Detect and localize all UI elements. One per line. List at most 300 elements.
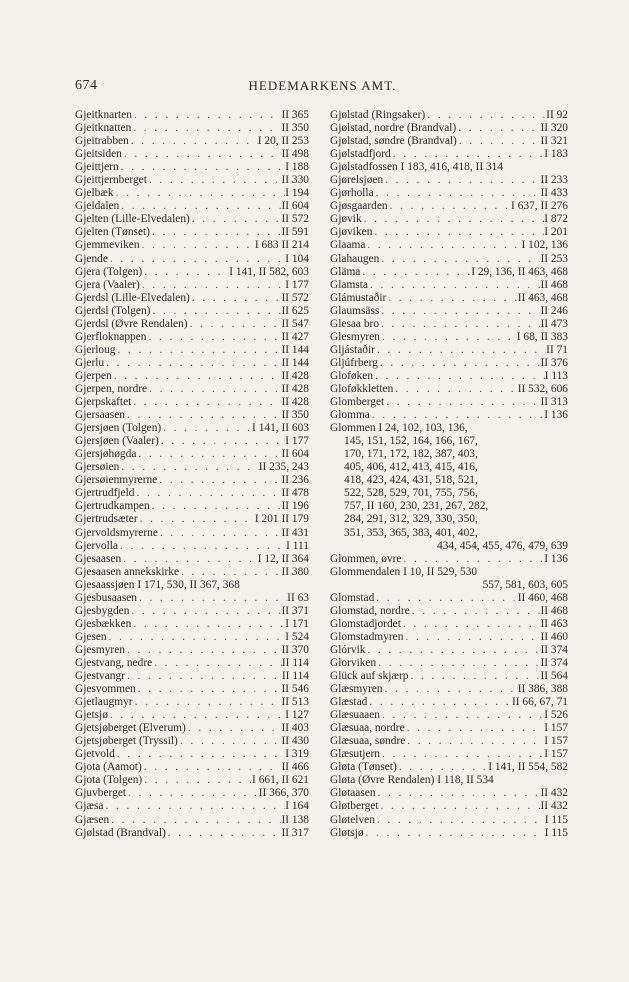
entry-continuation: 145, 151, 152, 164, 166, 167, — [344, 435, 478, 448]
entry-reference: I 136 — [544, 409, 568, 422]
index-entry — [75, 357, 309, 370]
leader-dots — [119, 161, 286, 174]
page-number: 674 — [75, 78, 98, 93]
leader-dots — [391, 148, 545, 161]
entry-name: Gläma — [330, 265, 361, 278]
index-entry — [75, 709, 309, 722]
entry-reference: I 524 — [285, 630, 309, 643]
index-entry — [330, 605, 568, 618]
leader-dots — [129, 605, 281, 618]
index-entry — [330, 279, 568, 292]
entry-reference: I 68, II 383 — [516, 330, 568, 343]
entry-name: Gjersjøhøgda — [75, 448, 137, 461]
entry-reference: II 235, 243 — [258, 461, 309, 474]
index-entry — [75, 435, 309, 448]
leader-dots — [131, 122, 281, 135]
entry-reference: II 66, 67, 71 — [512, 696, 568, 709]
entry-name: Gjemmeviken — [75, 239, 140, 252]
entry-reference: I 127 — [285, 709, 309, 722]
entry-name: Gjende — [75, 252, 108, 265]
entry-name: Gjersøienmyrerne — [75, 474, 158, 487]
leader-dots — [190, 292, 282, 305]
index-entry — [330, 266, 568, 279]
index-entry — [75, 513, 309, 526]
entry-name: Gjestvangr — [75, 670, 125, 683]
leader-dots — [159, 435, 285, 448]
entry-name: Glomberget — [330, 396, 385, 409]
leader-dots — [129, 135, 258, 148]
index-entry — [330, 566, 568, 579]
entry-reference: II 432 — [540, 800, 568, 813]
entry-name: Gjeldalen — [75, 200, 120, 213]
entry-name: Gjesbusaasen — [75, 591, 137, 604]
index-entry — [330, 631, 568, 644]
entry-name: Gjølstad, nordre (Brandval) — [330, 122, 457, 135]
entry-name: Glorviken — [330, 656, 377, 669]
entry-name: Gjerdsl (Lille-Elvedalen) — [75, 291, 190, 304]
index-entry — [330, 122, 568, 135]
entry-reference: II 513 — [281, 696, 309, 709]
index-entry — [330, 148, 568, 161]
index-entry — [330, 226, 568, 239]
entry-reference: I 177 — [285, 435, 309, 448]
entry-name: Gjetlaugmyr — [75, 696, 133, 709]
leader-dots — [379, 305, 540, 318]
leader-dots — [134, 487, 281, 500]
entry-name: Gjølstad, søndre (Brandval) — [330, 135, 457, 148]
entry-reference: I 102, 136 — [521, 239, 568, 252]
index-entry — [330, 696, 568, 709]
entry-name: Gjølstad (Brandval) — [75, 826, 166, 839]
index-entry — [330, 135, 568, 148]
leader-dots — [125, 670, 282, 683]
leader-dots — [147, 174, 282, 187]
entry-name: Gløtberget — [330, 800, 379, 813]
index-entry — [330, 344, 568, 357]
leader-dots — [132, 109, 282, 122]
entry-continuation: 434, 454, 455, 476, 479, 639 — [437, 539, 568, 552]
index-entry — [75, 370, 309, 383]
leader-dots — [388, 200, 511, 213]
entry-reference: I 319 — [285, 748, 309, 761]
leader-dots — [142, 266, 229, 279]
leader-dots — [401, 618, 541, 631]
entry-reference: II 138 — [281, 813, 309, 826]
entry-name: Gjesbækken — [75, 617, 132, 630]
index-entry — [75, 109, 309, 122]
index-entry — [75, 266, 309, 279]
index-entry — [75, 305, 309, 318]
leader-dots — [379, 253, 540, 266]
entry-reference: II 92 — [546, 109, 568, 121]
entry-reference: I 157 — [544, 748, 568, 761]
entry-name: Gjestvang, nedre — [75, 656, 153, 669]
leader-dots — [125, 409, 282, 422]
index-entry — [330, 109, 568, 122]
index-entry — [330, 318, 568, 331]
leader-dots — [131, 618, 285, 631]
entry-name: Gjertrudkampen — [75, 500, 150, 513]
leader-dots — [112, 370, 282, 383]
leader-dots — [108, 709, 285, 722]
leader-dots — [142, 774, 252, 787]
entry-reference: II 463, 468 — [517, 291, 568, 304]
entry-name: Gjesmyren — [75, 643, 125, 656]
leader-dots — [457, 135, 541, 148]
entry-name: Gjeittjernberget — [75, 174, 147, 187]
index-entry — [75, 631, 309, 644]
entry-reference: I 201 II 179 — [254, 513, 309, 526]
leader-dots — [373, 370, 545, 383]
leader-dots — [190, 213, 282, 226]
index-entry — [330, 396, 568, 409]
entry-name: Gjesvommen — [75, 683, 136, 696]
entry-name: Glahaugen — [330, 252, 380, 265]
entry-reference: II 350 — [281, 122, 309, 135]
index-entry — [75, 800, 309, 813]
leader-dots — [425, 109, 546, 122]
entry-reference: I 177 — [285, 278, 309, 291]
entry-name: Gloføken — [330, 369, 374, 382]
leader-dots — [118, 540, 286, 553]
entry-name: Gjerloug — [75, 343, 116, 356]
page-title: HEDEMARKENS AMT. — [248, 78, 397, 93]
leader-dots — [125, 644, 281, 657]
entry-name: Gjerdsl (Tolgen) — [75, 304, 151, 317]
leader-dots — [119, 200, 281, 213]
leader-dots — [166, 827, 282, 840]
index-entry — [75, 827, 309, 840]
leader-dots — [402, 553, 545, 566]
index-entry — [75, 605, 309, 618]
leader-dots — [157, 474, 281, 487]
leader-dots — [380, 748, 544, 761]
index-entry — [75, 657, 309, 670]
entry-reference: II 233 — [540, 174, 568, 187]
index-entry — [75, 761, 309, 774]
index-entry — [330, 213, 568, 226]
leader-dots — [380, 331, 517, 344]
entry-name: Gjeittjern — [75, 161, 119, 174]
index-entry — [75, 200, 309, 213]
entry-continuation: 557, 581, 603, 605 — [482, 578, 568, 591]
index-entry — [330, 422, 568, 435]
index-entry — [330, 305, 568, 318]
entry-name: Gljástaðir — [330, 343, 375, 356]
index-entry — [75, 409, 309, 422]
index-entry — [330, 331, 568, 344]
entry-reference: I 157 — [544, 735, 568, 748]
index-entry — [75, 461, 309, 474]
index-entry — [75, 592, 309, 605]
index-entry — [330, 657, 568, 670]
entry-name: Glaama — [330, 239, 366, 252]
entry-reference: II 144 — [281, 356, 309, 369]
entry-continuation: 351, 353, 365, 383, 401, 402, — [344, 526, 478, 539]
entry-name: Glaumsäss — [330, 304, 380, 317]
index-entry — [75, 748, 309, 761]
entry-reference: II 546 — [281, 683, 309, 696]
entry-reference: I 111 — [286, 539, 309, 552]
leader-dots — [365, 644, 540, 657]
entry-name: Gjørholla — [330, 187, 374, 200]
entry-reference: II 71 — [546, 343, 568, 356]
leader-dots — [367, 696, 512, 709]
entry-name: Gjeitknatten — [75, 122, 132, 135]
index-entry — [330, 239, 568, 252]
index-entry — [75, 579, 309, 592]
entry-name: Gjerpen, nordre — [75, 382, 148, 395]
index-entry — [330, 787, 568, 800]
entry-reference: I 29, 136, II 463, 468 — [471, 265, 568, 278]
index-entry — [75, 683, 309, 696]
leader-dots — [150, 305, 281, 318]
entry-name: Gjøvik — [330, 213, 362, 226]
index-entry — [75, 774, 309, 787]
entry-name: Gjuvberget — [75, 787, 127, 800]
entry-reference: II 460 — [540, 630, 568, 643]
leader-dots — [121, 553, 258, 566]
index-entry — [75, 722, 309, 735]
index-column-right — [330, 109, 568, 840]
leader-dots — [114, 187, 286, 200]
entry-reference: I 661, II 621 — [252, 774, 309, 787]
entry-name: Gjerpen — [75, 369, 112, 382]
entry-reference: II 466 — [281, 761, 309, 774]
entry-name: Glæsmyren — [330, 683, 383, 696]
leader-dots — [131, 396, 281, 409]
entry-name: Glomstad — [330, 591, 375, 604]
entry-name: Gjesaasen — [75, 552, 122, 565]
entry-reference: I 164 — [285, 800, 309, 813]
index-entry — [75, 553, 309, 566]
leader-dots — [403, 631, 540, 644]
leader-dots — [186, 722, 282, 735]
index-entry — [75, 540, 309, 553]
index-entry — [75, 318, 309, 331]
entry-name: Gjæsa — [75, 800, 104, 813]
leader-dots — [119, 461, 258, 474]
entry-reference: I 683 II 214 — [254, 239, 309, 252]
index-entry — [75, 618, 309, 631]
leader-dots — [364, 827, 545, 840]
entry-reference: II 330 — [281, 174, 309, 187]
entry-reference: II 380 — [281, 565, 309, 578]
entry-reference: II 370 — [281, 643, 309, 656]
leader-dots — [410, 605, 541, 618]
entry-name: Gjota (Tolgen) — [75, 774, 143, 787]
index-entry — [75, 696, 309, 709]
entry-reference: II 374 — [540, 656, 568, 669]
entry-name: Glomstad, nordre — [330, 604, 410, 617]
entry-name: Gloføkkletten — [330, 382, 394, 395]
leader-dots — [115, 748, 285, 761]
index-entry — [330, 187, 568, 200]
leader-dots — [384, 396, 540, 409]
index-entry — [75, 344, 309, 357]
leader-dots — [408, 670, 540, 683]
entry-name: Gjelten (Lille-Elvedalen) — [75, 213, 190, 226]
leader-dots — [397, 761, 489, 774]
index-entry — [75, 644, 309, 657]
index-entry — [75, 279, 309, 292]
entry-reference: I 526 — [544, 709, 568, 722]
entry-name: Gjelten (Tønset) — [75, 226, 150, 239]
leader-dots — [161, 422, 252, 435]
entry-name: Gjølstadfossen I 183, 416, 418, II 314 — [330, 161, 504, 174]
entry-reference: I 20, II 253 — [257, 135, 309, 148]
entry-reference: I 188 — [285, 161, 309, 174]
index-entry — [75, 213, 309, 226]
index-entry — [75, 422, 309, 435]
leader-dots — [372, 226, 544, 239]
entry-reference: II 350 — [281, 409, 309, 422]
entry-reference: II 604 — [281, 448, 309, 461]
index-entry — [330, 683, 568, 696]
entry-name: Glesmyren — [330, 330, 380, 343]
entry-reference: II 572 — [281, 291, 309, 304]
entry-name: Gjerpskaftet — [75, 396, 132, 409]
leader-dots — [126, 787, 259, 800]
entry-reference: II 313 — [540, 396, 568, 409]
entry-reference: II 460, 468 — [517, 591, 568, 604]
entry-name: Gløtelven — [330, 813, 375, 826]
leader-dots — [375, 814, 545, 827]
index-entry — [330, 722, 568, 735]
leader-dots — [140, 279, 285, 292]
entry-name: Gjersaasen — [75, 409, 125, 422]
index-entry — [75, 474, 309, 487]
index-entry — [75, 135, 309, 148]
entry-name: Glámustaðir — [330, 291, 387, 304]
leader-dots — [380, 709, 544, 722]
leader-dots — [133, 696, 282, 709]
entry-name: Glommen I 24, 102, 103, 136, — [330, 422, 468, 435]
entry-name: Gjølstad (Ringsaker) — [330, 109, 426, 121]
index-entry — [75, 500, 309, 513]
index-entry — [75, 174, 309, 187]
leader-dots — [147, 383, 281, 396]
entry-reference: II 564 — [540, 670, 568, 683]
entry-name: Gjesen — [75, 630, 107, 643]
leader-dots — [188, 318, 282, 331]
entry-name: Gjervoldsmyrerne — [75, 526, 158, 539]
leader-dots — [142, 761, 282, 774]
index-entry — [75, 148, 309, 161]
entry-reference: II 591 — [281, 226, 309, 239]
index-entry — [330, 644, 568, 657]
index-entry — [330, 200, 568, 213]
leader-dots — [146, 331, 281, 344]
entry-reference: I 141, II 554, 582 — [488, 761, 568, 774]
entry-name: Gløtsjø — [330, 826, 364, 839]
entry-continuation: 284, 291, 312, 329, 330, 350, — [344, 513, 478, 526]
leader-dots — [379, 318, 540, 331]
index-entry — [330, 370, 568, 383]
entry-name: Gljúfrberg — [330, 356, 378, 369]
leader-dots — [150, 226, 282, 239]
entry-reference: I 194 — [285, 187, 309, 200]
entry-name: Gjerlu — [75, 356, 105, 369]
leader-dots — [376, 787, 541, 800]
leader-dots — [158, 527, 282, 540]
index-entry — [75, 448, 309, 461]
entry-reference: II 114 — [281, 656, 309, 669]
entry-reference: II 468 — [540, 604, 568, 617]
entry-name: Glæstad — [330, 696, 368, 709]
entry-name: Gjerdsl (Øvre Rendalen) — [75, 317, 188, 330]
entry-reference: II 498 — [281, 148, 309, 161]
leader-dots — [376, 657, 540, 670]
leader-dots — [136, 683, 282, 696]
entry-name: Gjervolla — [75, 539, 119, 552]
leader-dots — [122, 148, 282, 161]
index-entry — [75, 670, 309, 683]
index-entry — [330, 253, 568, 266]
entry-reference: II 196 — [281, 500, 309, 513]
entry-name: Glæsuaa, søndre — [330, 735, 406, 748]
entry-continuation: 405, 406, 412, 413, 415, 416, — [344, 461, 478, 474]
entry-name: Gjeitknarten — [75, 109, 132, 121]
entry-reference: I 157 — [544, 722, 568, 735]
entry-name: Glomstadmyren — [330, 630, 404, 643]
index-entry — [330, 761, 568, 774]
entry-reference: II 431 — [281, 526, 309, 539]
entry-reference: I 115 — [544, 813, 568, 826]
leader-dots — [150, 500, 282, 513]
entry-reference: I 12, II 364 — [257, 552, 309, 565]
index-entry — [330, 409, 568, 422]
leader-dots — [103, 800, 285, 813]
entry-name: Gjelbæk — [75, 187, 114, 200]
entry-name: Glesaa bro — [330, 317, 380, 330]
entry-name: Gjersøien — [75, 461, 120, 474]
entry-continuation: 522, 528, 529, 701, 755, 756, — [344, 487, 478, 500]
leader-dots — [365, 239, 521, 252]
entry-reference: II 144 — [281, 343, 309, 356]
index-entry — [330, 774, 568, 787]
entry-reference: II 236 — [281, 474, 309, 487]
entry-name: Glórvik — [330, 643, 366, 656]
leader-dots — [405, 722, 545, 735]
entry-name: Gjeitrabben — [75, 135, 129, 148]
entry-name: Gjerfloknappen — [75, 330, 147, 343]
entry-reference: II 246 — [540, 304, 568, 317]
entry-reference: II 428 — [281, 396, 309, 409]
entry-reference: II 430 — [281, 735, 309, 748]
entry-name: Glæsutjern — [330, 748, 380, 761]
index-entry — [75, 396, 309, 409]
entry-name: Gjetsjøberget (Elverum) — [75, 722, 186, 735]
entry-reference: II 572 — [281, 213, 309, 226]
entry-name: Gjesbygden — [75, 604, 130, 617]
entry-name: Gjesaassjøen I 171, 530, II 367, 368 — [75, 578, 240, 591]
index-entry — [75, 383, 309, 396]
entry-name: Glück auf skjærp — [330, 670, 409, 683]
page-header — [75, 78, 570, 94]
entry-name: Gjota (Aamot) — [75, 761, 142, 774]
entry-reference: II 317 — [281, 826, 309, 839]
index-entry — [330, 292, 568, 305]
entry-reference: II 366, 370 — [258, 787, 309, 800]
entry-name: Gjølstadfjord — [330, 148, 391, 161]
entry-name: Gjesaasen annekskirke — [75, 565, 180, 578]
entry-reference: II 463 — [540, 617, 568, 630]
index-entry — [75, 331, 309, 344]
entry-reference: II 427 — [281, 330, 309, 343]
entry-reference: II 432 — [540, 787, 568, 800]
entry-reference: II 433 — [540, 187, 568, 200]
